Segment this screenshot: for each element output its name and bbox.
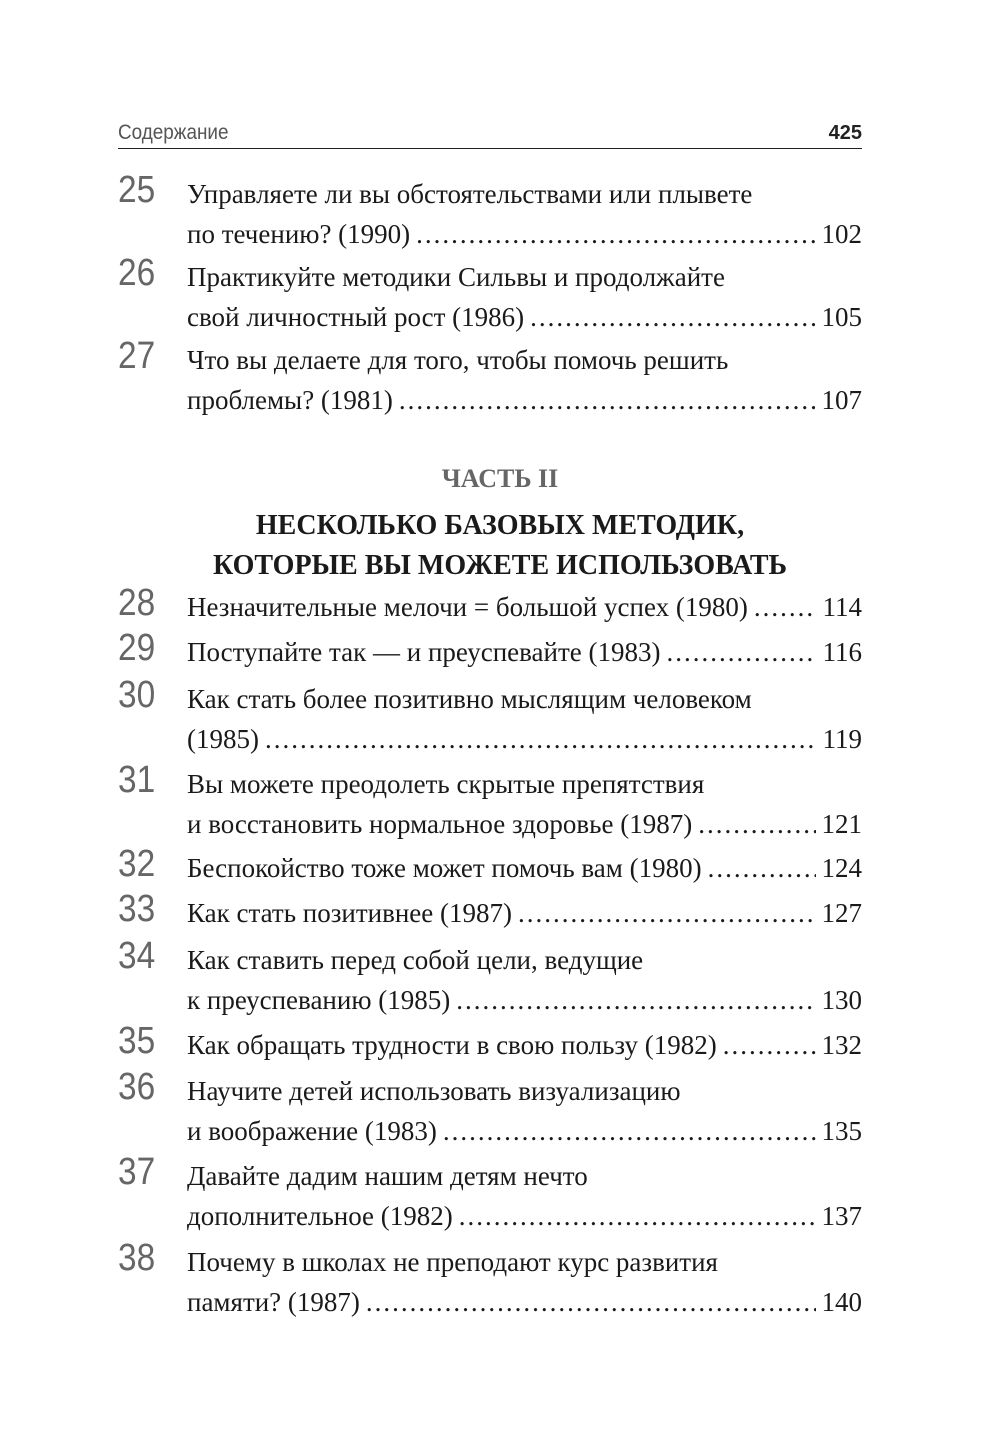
chapter-title-line: по течению? (1990) [187,219,411,249]
chapter-title-line: памяти? (1987) [187,1287,360,1317]
chapter-page: 107 [821,385,862,415]
dot-leader [265,719,817,759]
dot-leader [723,1025,816,1065]
chapter-title-line: Почему в школах не преподают курс развития [187,1247,718,1277]
chapter-number: 35 [118,1020,156,1062]
page-number: 425 [828,122,862,144]
chapter-number: 36 [118,1066,156,1108]
chapter-page: 119 [822,724,862,754]
part-title-line: КОТОРЫЕ ВЫ МОЖЕТЕ ИСПОЛЬЗОВАТЬ [212,550,788,581]
chapter-title-line: Вы можете преодолеть скрытые препятствия [187,769,705,799]
running-header [118,118,862,149]
dot-leader [399,380,816,420]
chapter-page: 130 [821,985,862,1015]
chapter-title-line: свой личностный рост (1986) [187,302,525,332]
chapter-number: 25 [118,169,156,211]
chapter-page: 105 [821,302,862,332]
chapter-title-line: (1985) [187,724,259,754]
dot-leader [698,804,815,844]
chapter-title-line: Беспокойство тоже может помочь вам (1980) [187,853,702,883]
chapter-page: 114 [822,592,862,622]
part-label: ЧАСТЬ II [441,464,559,493]
chapter-title-line: Как стать позитивнее (1987) [187,898,512,928]
chapter-title-line: Научите детей использовать визуализацию [187,1076,681,1106]
chapter-number: 31 [118,759,156,801]
chapter-page: 137 [821,1201,862,1231]
chapter-page: 124 [821,853,862,883]
running-header-title: Содержание [118,121,229,144]
chapter-number: 38 [118,1237,156,1279]
chapter-number: 37 [118,1151,156,1193]
chapter-title-line: дополнительное (1982) [187,1201,453,1231]
chapter-number: 27 [118,335,156,377]
dot-leader [666,632,816,672]
chapter-page: 121 [821,809,862,839]
dot-leader [443,1111,816,1151]
chapter-page: 140 [821,1287,862,1317]
chapter-title-line: Управляете ли вы обстоятельствами или плывете [187,179,753,209]
chapter-page: 116 [822,637,862,667]
chapter-title-line: Практикуйте методики Сильвы и продолжайте [187,262,725,292]
part-title [0,506,1000,586]
chapter-number: 26 [118,252,156,294]
chapter-page: 102 [821,219,862,249]
chapter-page: 132 [821,1030,862,1060]
dot-leader [459,1196,816,1236]
chapter-title-line: и воображение (1983) [187,1116,437,1146]
chapter-page: 135 [821,1116,862,1146]
chapter-title-line: проблемы? (1981) [187,385,393,415]
dot-leader [518,893,816,933]
dot-leader [754,587,817,627]
dot-leader [416,214,815,254]
dot-leader [530,297,815,337]
dot-leader [708,848,816,888]
chapter-number: 29 [118,627,156,669]
chapter-number: 33 [118,888,156,930]
chapter-title-line: и восстановить нормальное здоровье (1987) [187,809,693,839]
chapter-title-line: Как ставить перед собой цели, ведущие [187,945,644,975]
chapter-number: 28 [118,582,156,624]
dot-leader [366,1282,816,1322]
part-title-line: НЕСКОЛЬКО БАЗОВЫХ МЕТОДИК, [255,510,745,541]
chapter-title-line: Поступайте так — и преуспевайте (1983) [187,637,661,667]
chapter-number: 34 [118,935,156,977]
dot-leader [456,980,815,1020]
chapter-number: 30 [118,674,156,716]
chapter-number: 32 [118,843,156,885]
chapter-title-line: Как стать более позитивно мыслящим человеком [187,684,752,714]
chapter-page: 127 [821,898,862,928]
chapter-title-line: к преуспеванию (1985) [187,985,451,1015]
chapter-title-line: Давайте дадим нашим детям нечто [187,1161,588,1191]
chapter-title-line: Незначительные мелочи = большой успех (1980) [187,592,748,622]
chapter-title-line: Что вы делаете для того, чтобы помочь решить [187,345,729,375]
chapter-title-line: Как обращать трудности в свою пользу (1982) [187,1030,717,1060]
